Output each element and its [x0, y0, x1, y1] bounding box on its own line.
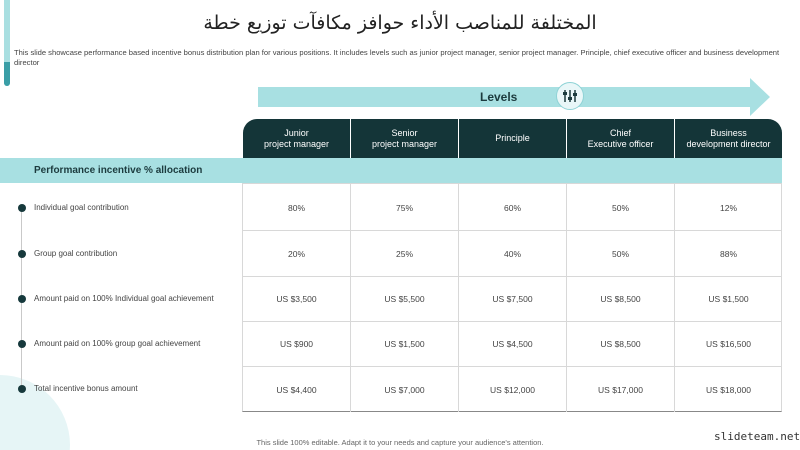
- row-bullet: [18, 295, 26, 303]
- brand-watermark: slideteam.net: [714, 430, 800, 443]
- table-cell: 40%: [503, 249, 521, 259]
- table-cell: 60%: [503, 203, 521, 213]
- table-cell: US $3,500: [276, 294, 317, 304]
- row-divider: [242, 230, 782, 231]
- column-header-senior-project-manager: Senior project manager: [351, 119, 458, 158]
- row-label-individual-goal-contribution: Individual goal contribution: [34, 203, 129, 212]
- column-header-junior-project-manager: Junior project manager: [243, 119, 350, 158]
- sliders-icon: [556, 82, 584, 110]
- table-cell: 80%: [287, 203, 305, 213]
- table-cell: US $16,500: [706, 339, 751, 349]
- row-label-group-goal-contribution: Group goal contribution: [34, 249, 118, 258]
- table-cell: US $8,500: [600, 294, 641, 304]
- footer-note: This slide 100% editable. Adapt it to your needs and capture your audience's attention.: [256, 438, 544, 447]
- table-cell: US $1,500: [708, 294, 749, 304]
- table-cell: 88%: [719, 249, 737, 259]
- slide-title: المختلفة للمناصب الأداء حوافز مكافآت توزيع خطة: [203, 12, 597, 34]
- levels-label: Levels: [480, 90, 518, 104]
- table-cell: 12%: [719, 203, 737, 213]
- table-cell: 50%: [611, 203, 629, 213]
- table-cell: US $17,000: [598, 385, 643, 395]
- accent-bar-dark: [4, 62, 10, 86]
- row-label-total-incentive: Total incentive bonus amount: [34, 384, 138, 393]
- slide-description: This slide showcase performance based incentive bonus distribution plan for various positions. It includes levels such as junior project manager, senior project manager. Principle, chief executive officer and business development director: [14, 48, 780, 67]
- table-cell: US $1,500: [384, 339, 425, 349]
- column-header-business-development-director: Business development director: [675, 119, 782, 158]
- section-label: Performance incentive % allocation: [34, 165, 203, 176]
- row-bullet: [18, 250, 26, 258]
- table-cell: 20%: [287, 249, 305, 259]
- table-cell: 50%: [611, 249, 629, 259]
- table-cell: US $8,500: [600, 339, 641, 349]
- row-bullet: [18, 340, 26, 348]
- column-header-principle: Principle: [459, 119, 566, 158]
- table-cell: US $12,000: [490, 385, 535, 395]
- table-cell: US $18,000: [706, 385, 751, 395]
- column-header-chief-executive-officer: Chief Executive officer: [567, 119, 674, 158]
- row-bullet: [18, 204, 26, 212]
- row-divider: [242, 366, 782, 367]
- table-cell: US $7,000: [384, 385, 425, 395]
- row-divider: [242, 276, 782, 277]
- table-cell: 25%: [395, 249, 413, 259]
- row-label-amount-individual-goal: Amount paid on 100% Individual goal achievement: [34, 294, 214, 303]
- table-cell: US $4,400: [276, 385, 317, 395]
- row-bullet: [18, 385, 26, 393]
- table-cell: 75%: [395, 203, 413, 213]
- row-label-amount-group-goal: Amount paid on 100% group goal achievement: [34, 339, 201, 348]
- table-cell: US $4,500: [492, 339, 533, 349]
- table-cell: US $5,500: [384, 294, 425, 304]
- table-cell: US $7,500: [492, 294, 533, 304]
- table-cell: US $900: [279, 339, 314, 349]
- row-divider: [242, 321, 782, 322]
